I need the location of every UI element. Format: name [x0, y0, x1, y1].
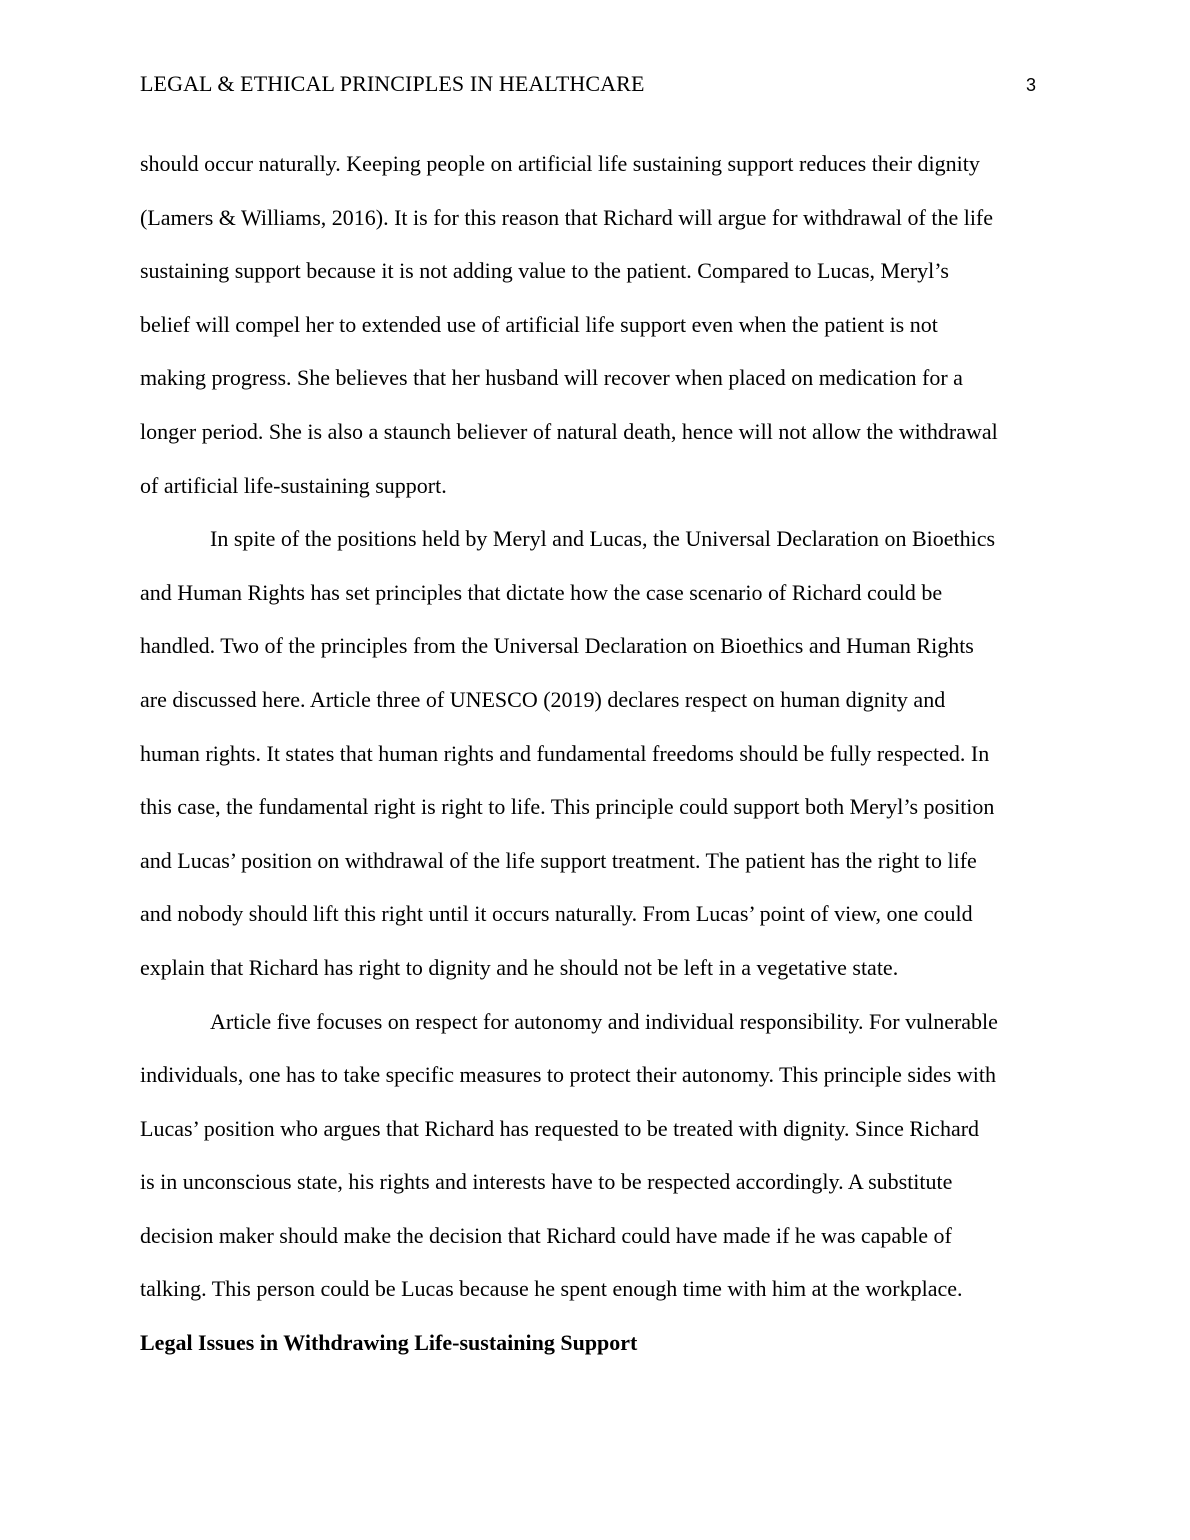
text-line: and nobody should lift this right until it occurs naturally. From Lucas’ point of view, one could — [140, 901, 973, 927]
text-line: Article five focuses on respect for autonomy and individual responsibility. For vulnerable — [210, 1008, 998, 1034]
text-line: human rights. It states that human rights and fundamental freedoms should be fully respected. In — [140, 740, 990, 766]
text-line: individuals, one has to take specific measures to protect their autonomy. This principle sides with — [140, 1062, 996, 1088]
text-line: Lucas’ position who argues that Richard has requested to be treated with dignity. Since Richard — [140, 1115, 980, 1141]
body-text — [140, 137, 1060, 1370]
text-line: decision maker should make the decision that Richard could have made if he was capable of — [140, 1222, 952, 1248]
text-line: this case, the fundamental right is right to life. This principle could support both Meryl’s position — [140, 794, 995, 820]
text-line: sustaining support because it is not adding value to the patient. Compared to Lucas, Meryl’s — [140, 258, 949, 284]
text-line: of artificial life-sustaining support. — [140, 472, 447, 498]
running-head: LEGAL & ETHICAL PRINCIPLES IN HEALTHCARE — [140, 71, 645, 96]
page-number: 3 — [1026, 75, 1037, 95]
text-line: and Human Rights has set principles that dictate how the case scenario of Richard could be — [140, 579, 943, 605]
text-line: (Lamers & Williams, 2016). It is for this reason that Richard will argue for withdrawal of the life — [140, 204, 994, 230]
text-line: longer period. She is also a staunch believer of natural death, hence will not allow the withdrawal — [140, 418, 998, 444]
text-line: is in unconscious state, his rights and interests have to be respected accordingly. A substitute — [140, 1169, 953, 1195]
paragraph-3 — [140, 995, 1060, 1317]
text-line: should occur naturally. Keeping people on artificial life sustaining support reduces their dignity — [140, 151, 980, 176]
text-line: are discussed here. Article three of UNESCO (2019) declares respect on human dignity and — [140, 686, 946, 712]
text-line: talking. This person could be Lucas because he spent enough time with him at the workplace. — [140, 1276, 963, 1302]
paragraph-2 — [140, 512, 1060, 994]
text-line: and Lucas’ position on withdrawal of the life support treatment. The patient has the right to life — [140, 847, 977, 873]
text-line: making progress. She believes that her husband will recover when placed on medication for a — [140, 365, 963, 391]
paragraph-1 — [140, 137, 1060, 512]
text-line: handled. Two of the principles from the Universal Declaration on Bioethics and Human Rights — [140, 633, 974, 659]
text-line: explain that Richard has right to dignity and he should not be left in a vegetative state. — [140, 954, 899, 980]
text-line: belief will compel her to extended use of artificial life support even when the patient is not — [140, 311, 938, 337]
section-heading: Legal Issues in Withdrawing Life-sustaining Support — [140, 1330, 638, 1356]
text-line: In spite of the positions held by Meryl and Lucas, the Universal Declaration on Bioethics — [210, 526, 996, 552]
